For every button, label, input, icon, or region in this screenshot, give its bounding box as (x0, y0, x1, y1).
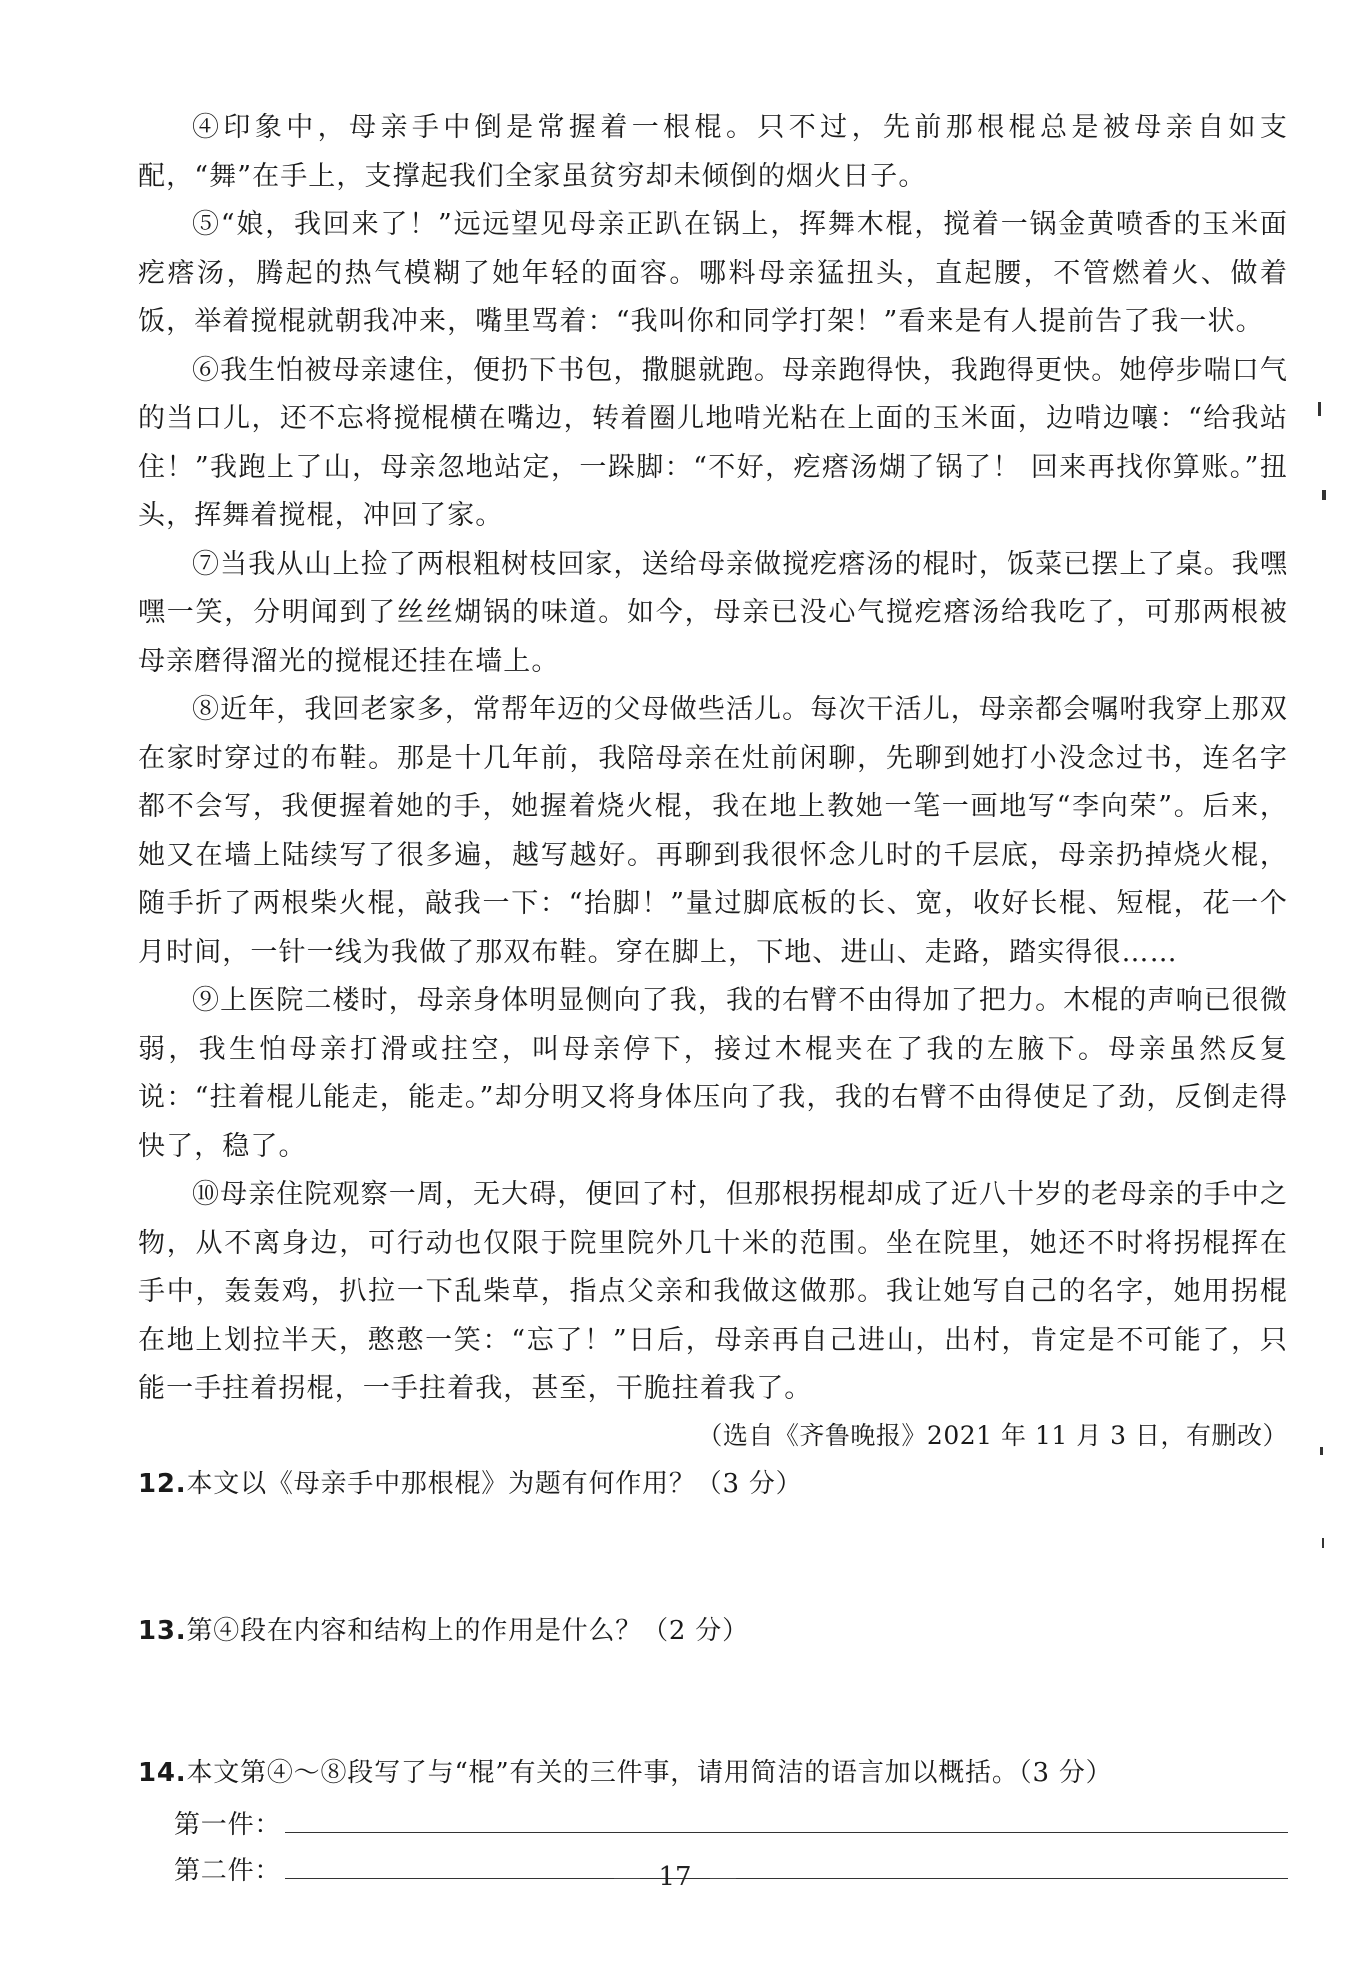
question-number: 12. (138, 1468, 187, 1499)
answer-label-2: 第二件： (174, 1855, 282, 1886)
answer-space[interactable] (138, 1653, 1288, 1751)
question-14-text (138, 1751, 1288, 1795)
paragraph-7: ⑦当我从山上捡了两根粗树枝回家，送给母亲做搅疙瘩汤的棍时，饭菜已摆上了桌。我嘿嘿一笑，分明闻到了丝丝煳锅的味道。如今，母亲已没心气搅疙瘩汤给我吃了，可那两根被母亲磨得溜光的搅棍还挂在墙上。 (138, 548, 1288, 677)
answer-space[interactable] (138, 1506, 1288, 1609)
question-number: 13. (138, 1615, 187, 1646)
margin-mark (1322, 490, 1326, 500)
source-citation: （选自《齐鲁晚报》2021 年 11 月 3 日，有删改） (697, 1420, 1288, 1450)
answer-label-1: 第一件： (174, 1809, 282, 1840)
question-12 (138, 1462, 1288, 1609)
question-prompt: 第④段在内容和结构上的作用是什么？（2 分） (186, 1615, 749, 1646)
question-prompt: 本文以《母亲手中那根棍》为题有何作用？（3 分） (186, 1468, 803, 1499)
margin-mark (1322, 1538, 1324, 1548)
question-13 (138, 1609, 1288, 1751)
paragraph-9: ⑨上医院二楼时，母亲身体明显侧向了我，我的右臂不由得加了把力。木棍的声响已很微弱，我生怕母亲打滑或拄空，叫母亲停下，接过木棍夹在了我的左腋下。母亲虽然反复说：“拄着棍儿能走，能走。”却分明又将身体压向了我，我的右臂不由得使足了劲，反倒走得快了，稳了。 (138, 985, 1288, 1162)
paragraph-8: ⑧近年，我回老家多，常帮年迈的父母做些活儿。每次干活儿，母亲都会嘱咐我穿上那双在家时穿过的布鞋。那是十几年前，我陪母亲在灶前闲聊，先聊到她打小没念过书，连名字都不会写，我便握着她的手，她握着烧火棍，我在地上教她一笔一画地写“李向荣”。后来，她又在墙上陆续写了很多遍，越写越好。再聊到我很怀念儿时的千层底，母亲扔掉烧火棍，随手折了两根柴火棍，敲我一下：“抬脚！”量过脚底板的长、宽，收好长棍、短棍，花一个月时间，一针一线为我做了那双布鞋。穿在脚上，下地、进山、走路，踏实得很…… (138, 694, 1288, 968)
question-12-text (138, 1462, 1288, 1506)
page-content (138, 104, 1288, 1887)
question-number: 14. (138, 1757, 187, 1788)
paragraph-5: ⑤“娘，我回来了！”远远望见母亲正趴在锅上，挥舞木棍，搅着一锅金黄喷香的玉米面疙瘩汤，腾起的热气模糊了她年轻的面容。哪料母亲猛扭头，直起腰，不管燃着火、做着饭，举着搅棍就朝我冲来，嘴里骂着：“我叫你和同学打架！”看来是有人提前告了我一状。 (138, 209, 1288, 337)
question-13-text (138, 1609, 1288, 1653)
paragraph-4: ④印象中，母亲手中倒是常握着一根棍。只不过，先前那根棍总是被母亲自如支配，“舞”在手上，支撑起我们全家虽贫穷却未倾倒的烟火日子。 (138, 112, 1288, 192)
page-footer (0, 1862, 1350, 1892)
margin-mark (1318, 402, 1321, 416)
margin-mark (1320, 1447, 1323, 1455)
paragraph-6: ⑥我生怕被母亲逮住，便扔下书包，撒腿就跑。母亲跑得快，我跑得更快。她停步喘口气的当口儿，还不忘将搅棍横在嘴边，转着圈儿地啃光粘在上面的玉米面，边啃边嚷：“给我站住！”我跑上了山，母亲忽地站定，一跺脚：“不好，疙瘩汤煳了锅了！ 回来再找你算账。”扭头，挥舞着搅棍，冲回了家。 (138, 354, 1288, 531)
footer-dash-left (614, 1878, 640, 1879)
answer-blank-1[interactable] (285, 1832, 1288, 1833)
page-number: 17 (658, 1862, 692, 1892)
paragraph-10: ⑩母亲住院观察一周，无大碍，便回了村，但那根拐棍却成了近八十岁的老母亲的手中之物，从不离身边，可行动也仅限于院里院外几十米的范围。坐在院里，她还不时将拐棍挥在手中，轰轰鸡，扒拉一下乱柴草，指点父亲和我做这做那。我让她写自己的名字，她用拐棍在地上划拉半天，憨憨一笑：“忘了！”日后，母亲再自己进山，出村，肯定是不可能了，只能一手拄着拐棍，一手拄着我，甚至，干脆拄着我了。 (138, 1179, 1288, 1404)
footer-dash-right (710, 1878, 736, 1879)
answer-line-1[interactable] (138, 1795, 1288, 1841)
question-prompt: 本文第④～⑧段写了与“棍”有关的三件事，请用简洁的语言加以概括。（3 分） (186, 1757, 1113, 1788)
